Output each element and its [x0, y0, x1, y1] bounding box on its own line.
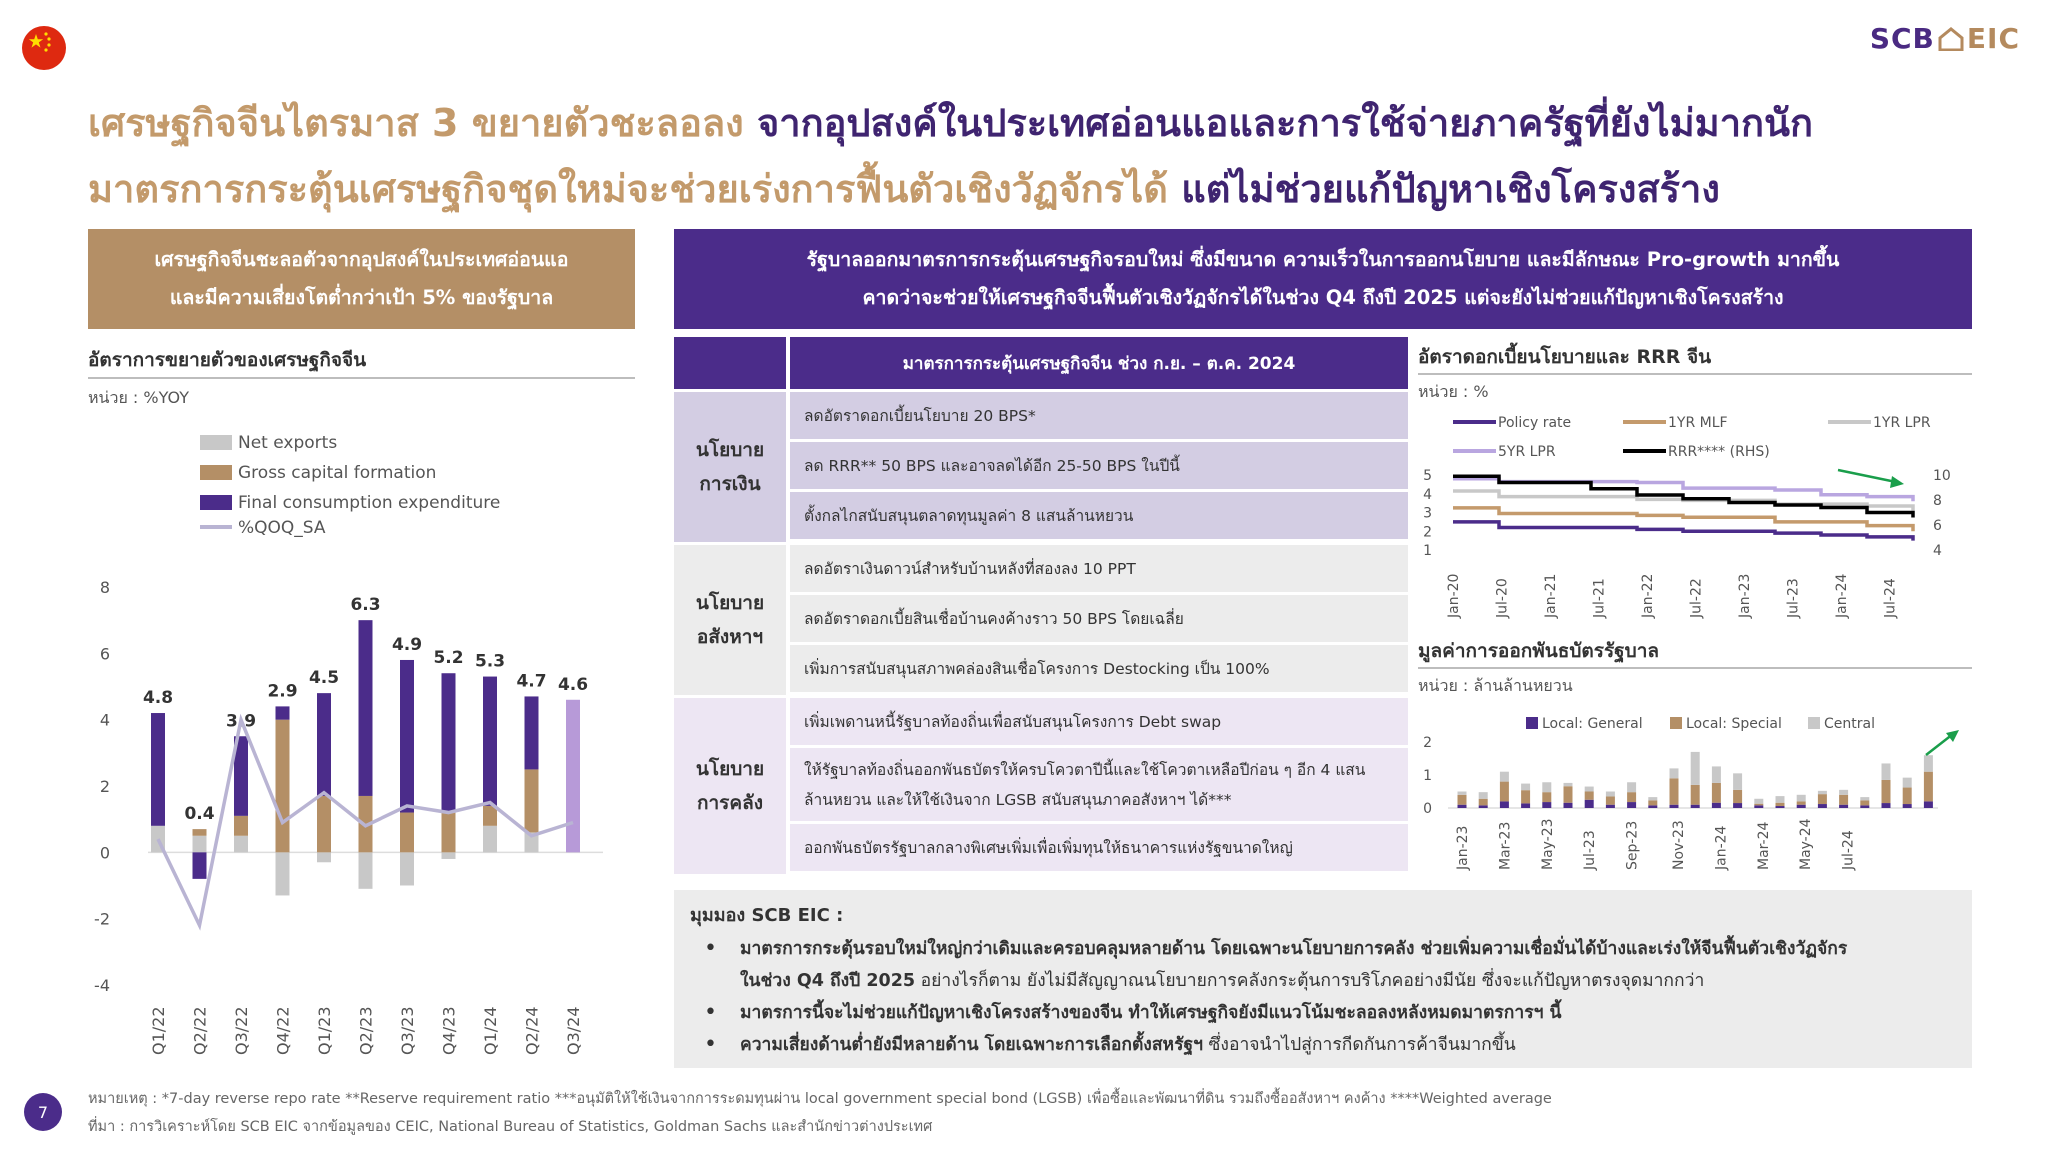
x-tick-label: Q2/23 [356, 1006, 376, 1055]
legend-label: Local: Special [1686, 716, 1782, 732]
bar-segment [317, 693, 331, 796]
bar-segment [1882, 803, 1891, 808]
x-tick-label: Jan-24 [1713, 825, 1730, 870]
y-tick-label: 6 [99, 644, 110, 664]
bar-segment [1564, 783, 1573, 786]
x-tick-label: Q1/23 [315, 1006, 334, 1055]
bar-segment [359, 620, 373, 796]
bar-segment [1564, 803, 1573, 808]
bar-segment [400, 852, 414, 885]
bar-segment [1458, 805, 1467, 808]
bar-segment [1691, 785, 1700, 805]
view-bullet-2 [690, 997, 1956, 1029]
legend-label: Net exports [238, 433, 338, 453]
x-tick-label: Sep-23 [1624, 820, 1641, 870]
fiscal-policy-group [674, 698, 1408, 874]
y-tick-label: -2 [94, 909, 110, 929]
y-tick-label-left: 3 [1423, 505, 1432, 522]
bar-segment [1903, 804, 1912, 808]
bar-segment [1648, 805, 1657, 808]
data-label: 3.9 [225, 711, 257, 732]
bar-segment [483, 826, 497, 853]
bar-segment [483, 677, 497, 806]
gdp-unit: หน่วย : %YOY [88, 388, 189, 407]
y-tick-label: 4 [99, 710, 110, 730]
bar-segment [1797, 805, 1806, 808]
bar-segment [1860, 800, 1869, 805]
bullet-1-line2-rest: อย่างไรก็ตาม ยังไม่มีสัญญาณนโยบายการคลังกระตุ้นการบริโภคอย่างมีนัย ซึ่งจะแก้ปัญหาตรงจุดมากกว่า [915, 971, 1705, 991]
data-label: 0.4 [184, 804, 215, 825]
bar-segment [1458, 792, 1467, 795]
legend-label: Gross capital formation [238, 463, 437, 483]
bar-segment [442, 813, 456, 853]
y-tick-label: 8 [99, 578, 110, 597]
bar-segment [442, 673, 456, 812]
y-tick-label-right: 4 [1933, 543, 1942, 559]
bar-segment [1564, 786, 1573, 803]
bar-segment [317, 796, 331, 852]
bar-segment [1542, 802, 1551, 808]
headline-1-gold: เศรษฐกิจจีนไตรมาส 3 ขยายตัวชะลอลง [88, 101, 744, 145]
trend-arrow-head [1946, 730, 1959, 742]
bar-segment [1670, 805, 1679, 808]
bar-segment [1606, 805, 1615, 808]
logo-scb: SCB [1869, 22, 1935, 55]
bar-segment [317, 852, 331, 862]
table-row: เพิ่มการสนับสนุนสภาพคล่องสินเชื่อโครงการ Destocking เป็น 100% [790, 645, 1408, 695]
y-tick-label: 0 [1423, 801, 1432, 817]
bar-segment [276, 706, 290, 719]
bar-segment [1627, 792, 1636, 802]
legend-swatch [1526, 717, 1538, 729]
bar-segment [1860, 805, 1869, 808]
bar-segment [276, 720, 290, 853]
bar-segment [193, 829, 207, 836]
y-tick-label: 1 [1423, 768, 1432, 784]
bar-segment [1627, 782, 1636, 792]
x-tick-label: Jul-22 [1688, 578, 1705, 618]
x-tick-label: Jul-23 [1785, 578, 1802, 618]
data-label: 4.7 [516, 671, 547, 692]
y-tick-label-right: 6 [1933, 518, 1942, 534]
bar-segment [1627, 802, 1636, 808]
data-label: 2.9 [267, 681, 298, 702]
legend-swatch [200, 465, 232, 480]
x-tick-label: Jan-22 [1640, 573, 1656, 618]
table-cell-line-1: ให้รัฐบาลท้องถิ่นออกพันธบัตรให้ครบโควตาปีนี้และใช้โควตาเหลือปีก่อน ๆ อีก 4 แสน [804, 760, 1366, 779]
bar-segment [1839, 805, 1848, 808]
bar-segment [1818, 804, 1827, 808]
bar-segment [1818, 794, 1827, 804]
bar-segment [400, 660, 414, 813]
x-tick-label: Q1/22 [149, 1006, 168, 1055]
y-tick-label-left: 4 [1423, 486, 1432, 503]
bar-segment [1776, 796, 1785, 803]
stimulus-summary-line-2: คาดว่าจะช่วยให้เศรษฐกิจจีนฟื้นตัวเชิงวัฏจักรได้ในช่วง Q4 ถึงปี 2025 แต่จะยังไม่ช่วยแก้ปัญหาเชิงโครงสร้าง [862, 286, 1784, 309]
legend-label: RRR**** (RHS) [1668, 444, 1770, 460]
bullet-1-bold: มาตรการกระตุ้นรอบใหม่ใหญ่กว่าเดิมและครอบคลุมหลายด้าน โดยเฉพาะนโยบายการคลัง ช่วยเพิ่มความเชื่อมั่นได้บ้างและเร่งให้จีนฟื้นตัวเชิงวัฏจักร [740, 939, 1848, 959]
bar-segment [1521, 790, 1530, 803]
bar-segment [1754, 799, 1763, 804]
headline-2-purple: แต่ไม่ช่วยแก้ปัญหาเชิงโครงสร้าง [1181, 167, 1720, 211]
footnote: หมายเหตุ : *7-day reverse repo rate **Reserve requirement ratio ***อนุมัติให้ใช้เงินจากการระดมทุนผ่าน local government special bond (LGSB) เพื่อซื้อและพัฒนาที่ดิน รวมถึงซื้ออสังหาฯ คงค้าง ****Weighted average [88, 1091, 1552, 1107]
x-tick-label: Q4/22 [273, 1006, 293, 1055]
legend-label: 1YR LPR [1873, 415, 1931, 431]
bar-segment [1458, 795, 1467, 805]
stimulus-summary-line-1: รัฐบาลออกมาตรการกระตุ้นเศรษฐกิจรอบใหม่ ซึ่งมีขนาด ความเร็วในการออกนโยบาย และมีลักษณะ Pro-growth มากขึ้น [806, 248, 1840, 271]
x-tick-label: Q3/23 [398, 1006, 417, 1055]
bar-segment [1797, 795, 1806, 802]
x-tick-label: Mar-23 [1497, 821, 1514, 870]
bar-segment [1839, 790, 1848, 795]
bar-segment [1585, 792, 1594, 800]
table-header-row [674, 337, 1408, 389]
x-tick-label: Jul-24 [1882, 578, 1899, 618]
view-bullet-3 [690, 1029, 1956, 1061]
bar-segment [1754, 805, 1763, 808]
x-tick-label: Jan-23 [1455, 825, 1471, 870]
x-tick-label: Q2/22 [190, 1006, 210, 1055]
category-line-1: นโยบาย [695, 439, 765, 461]
data-label: 6.3 [350, 595, 381, 616]
bar-segment [1712, 783, 1721, 803]
monetary-policy-group [674, 392, 1408, 542]
x-tick-label: Jan-21 [1543, 573, 1559, 618]
bar-segment [1500, 772, 1509, 782]
gdp-chart-title: อัตราการขยายตัวของเศรษฐกิจจีน [88, 349, 367, 371]
bar-segment [483, 806, 497, 826]
policy-title-rule [1418, 373, 1972, 375]
bar-segment [1691, 805, 1700, 808]
bond-title-rule [1418, 667, 1972, 669]
property-policy-label [674, 545, 786, 695]
y-tick-label-left: 5 [1423, 468, 1432, 484]
bar-segment [1648, 800, 1657, 805]
x-tick-label: Jan-24 [1834, 573, 1850, 618]
bar-segment [1521, 803, 1530, 808]
stimulus-summary-box [674, 229, 1972, 329]
category-line-2: การคลัง [696, 792, 763, 814]
bond-issuance-chart [1418, 700, 1978, 880]
bar-segment [1924, 755, 1933, 772]
category-line-2: อสังหาฯ [696, 626, 764, 648]
table-row [790, 748, 1408, 824]
legend-label: 5YR LPR [1498, 444, 1556, 460]
bar-segment [1500, 801, 1509, 808]
bar-segment [359, 852, 373, 888]
bar-segment [1606, 796, 1615, 804]
x-tick-label: Mar-24 [1755, 821, 1772, 870]
legend-swatch [1808, 717, 1820, 729]
bar-segment [1776, 803, 1785, 806]
x-tick-label: Jul-20 [1494, 578, 1511, 618]
table-row: ตั้งกลไกสนับสนุนตลาดทุนมูลค่า 8 แสนล้านหยวน [790, 492, 1408, 542]
legend-label: Policy rate [1498, 415, 1572, 431]
bar-segment [1860, 797, 1869, 800]
headline-line-2 [88, 158, 1720, 219]
y-tick-label: 2 [99, 777, 110, 796]
scb-eic-view-panel [674, 890, 1972, 1068]
x-tick-label: Jan-20 [1446, 573, 1462, 618]
y-tick-label-right: 10 [1933, 468, 1951, 484]
stimulus-measures-table [674, 337, 1408, 874]
policy-rate-chart [1418, 400, 1978, 625]
bar-segment [1606, 792, 1615, 797]
bullet-1-line2-bold: ในช่วง Q4 ถึงปี 2025 [740, 971, 916, 991]
bond-unit: หน่วย : ล้านล้านหยวน [1418, 676, 1573, 695]
legend-label: 1YR MLF [1668, 415, 1728, 431]
scb-eic-logo [1870, 22, 2020, 55]
legend-swatch [200, 495, 232, 510]
bar-segment [1521, 784, 1530, 791]
data-label: 4.8 [142, 688, 174, 709]
gdp-summary-line-1: เศรษฐกิจจีนชะลอตัวจากอุปสงค์ในประเทศอ่อนแอ [154, 248, 569, 271]
bar-segment [1479, 799, 1488, 806]
y-tick-label-left: 2 [1423, 524, 1432, 541]
x-tick-label: Q2/24 [522, 1006, 542, 1055]
bar-segment [1479, 805, 1488, 808]
data-label: 5.2 [433, 648, 464, 669]
bar-segment [1479, 792, 1488, 799]
bar-segment [1903, 778, 1912, 788]
bullet-2-bold: มาตรการนี้จะไม่ช่วยแก้ปัญหาเชิงโครงสร้างของจีน ทำให้เศรษฐกิจยังมีแนวโน้มชะลอลงหลังหมดมาตรการฯ นี้ [740, 1003, 1562, 1023]
x-tick-label: Q3/22 [232, 1006, 251, 1055]
legend-label: %QOQ_SA [238, 518, 326, 538]
x-tick-label: Jul-21 [1591, 578, 1608, 618]
y-tick-label-left: 1 [1423, 543, 1432, 559]
bullet-3-bold: ความเสี่ยงด้านต่ำยังมีหลายด้าน โดยเฉพาะการเลือกตั้งสหรัฐฯ [740, 1035, 1203, 1055]
bar-segment [1585, 800, 1594, 808]
data-label: 4.5 [308, 668, 340, 689]
bar-segment [1648, 797, 1657, 800]
headline-line-1 [88, 92, 1813, 153]
bar-segment [1839, 795, 1848, 805]
bar-segment [442, 852, 456, 859]
bar-segment [1776, 806, 1785, 808]
bar-segment [1818, 791, 1827, 794]
gdp-summary-box [88, 229, 635, 329]
category-line-1: นโยบาย [695, 592, 765, 614]
bar-segment [234, 836, 248, 853]
bar-segment [566, 700, 580, 853]
bar-segment [1882, 780, 1891, 803]
x-tick-label: May-24 [1798, 818, 1815, 870]
table-row: ลด RRR** 50 BPS และอาจลดได้อีก 25-50 BPS ในปีนี้ [790, 442, 1408, 492]
trend-arrow [1926, 734, 1953, 755]
bar-segment [1542, 782, 1551, 792]
table-row: ลดอัตราดอกเบี้ยสินเชื่อบ้านคงค้างราว 50 BPS โดยเฉลี่ย [790, 595, 1408, 645]
policy-rate-title: อัตราดอกเบี้ยนโยบายและ RRR จีน [1418, 346, 1712, 368]
bar-segment [1691, 752, 1700, 785]
bar-segment [1542, 792, 1551, 802]
bar-segment [1585, 787, 1594, 792]
y-tick-label: 2 [1423, 735, 1432, 751]
headline-1-purple: จากอุปสงค์ในประเทศอ่อนแอและการใช้จ่ายภาครัฐที่ยังไม่มากนัก [756, 101, 1814, 145]
bar-segment [1754, 804, 1763, 806]
table-row: ลดอัตราดอกเบี้ยนโยบาย 20 BPS* [790, 392, 1408, 442]
fiscal-policy-label [674, 698, 786, 874]
source-note: ที่มา : การวิเคราะห์โดย SCB EIC จากข้อมูลของ CEIC, National Bureau of Statistics, Goldman Sachs และสำนักข่าวต่างประเทศ [88, 1119, 933, 1135]
table-row: ออกพันธบัตรรัฐบาลกลางพิเศษเพิ่มเพื่อเพิ่มทุนให้ธนาคารแห่งรัฐขนาดใหญ่ [790, 824, 1408, 874]
bond-issuance-title: มูลค่าการออกพันธบัตรรัฐบาล [1418, 640, 1660, 662]
china-flag-icon [22, 26, 66, 70]
bar-segment [1924, 772, 1933, 802]
table-row: ลดอัตราเงินดาวน์สำหรับบ้านหลังที่สองลง 10 PPT [790, 545, 1408, 595]
x-tick-label: Jan-23 [1737, 573, 1753, 618]
bar-segment [1500, 782, 1509, 802]
series-line [1453, 522, 1913, 541]
trend-arrow-head [1890, 476, 1904, 488]
data-label: 4.9 [391, 634, 423, 655]
bar-segment [1733, 773, 1742, 790]
logo-eic: EIC [1966, 22, 2020, 55]
bar-segment [525, 696, 539, 769]
bar-segment [1733, 790, 1742, 803]
category-line-1: นโยบาย [695, 758, 765, 780]
bar-segment [1882, 763, 1891, 780]
y-tick-label-right: 8 [1933, 493, 1942, 509]
table-cell-line-2: ล้านหยวน และให้ใช้เงินจาก LGSB สนับสนุนภาคอสังหาฯ ได้*** [804, 790, 1232, 809]
bar-segment [1712, 766, 1721, 783]
y-tick-label: 0 [99, 843, 110, 863]
legend-swatch [200, 435, 232, 450]
bar-segment [151, 713, 165, 826]
x-tick-label: Jul-23 [1582, 830, 1599, 870]
table-header-corner [674, 337, 786, 389]
y-tick-label: -4 [94, 976, 110, 995]
x-tick-label: Jul-24 [1840, 830, 1857, 870]
gdp-growth-chart [88, 415, 648, 1065]
monetary-policy-label [674, 392, 786, 542]
gdp-title-rule [88, 377, 635, 379]
data-label: 5.3 [474, 651, 506, 672]
legend-label: Central [1824, 716, 1875, 732]
house-icon [1938, 27, 1964, 51]
bar-segment [1712, 803, 1721, 808]
bar-segment [234, 816, 248, 836]
bar-segment [1903, 788, 1912, 805]
bar-segment [400, 813, 414, 853]
bar-segment [525, 769, 539, 832]
bar-segment [1670, 778, 1679, 804]
bar-segment [1733, 803, 1742, 808]
bar-segment [1924, 801, 1933, 808]
table-header-title: มาตรการกระตุ้นเศรษฐกิจจีน ช่วง ก.ย. – ต.ค. 2024 [790, 337, 1408, 389]
legend-label: Local: General [1542, 716, 1643, 732]
view-title: มุมมอง SCB EIC : [690, 905, 844, 926]
bar-segment [193, 852, 207, 879]
data-label: 4.6 [557, 674, 589, 695]
gdp-summary-line-2: และมีความเสี่ยงโตต่ำกว่าเป้า 5% ของรัฐบาล [169, 286, 554, 309]
view-bullet-1 [690, 933, 1956, 997]
bar-segment [1670, 768, 1679, 778]
x-tick-label: Q4/23 [439, 1006, 459, 1055]
table-row: เพิ่มเพดานหนี้รัฐบาลท้องถิ่นเพื่อสนับสนุนโครงการ Debt swap [790, 698, 1408, 748]
bullet-3-rest: ซึ่งอาจนำไปสู่การกีดกันการค้าจีนมากขึ้น [1202, 1035, 1516, 1055]
bar-segment [193, 836, 207, 853]
x-tick-label: Q3/24 [564, 1006, 583, 1055]
category-line-2: การเงิน [699, 473, 761, 495]
x-tick-label: Nov-23 [1671, 820, 1687, 870]
legend-label: Final consumption expenditure [238, 493, 501, 513]
bar-segment [1797, 801, 1806, 804]
x-tick-label: Q1/24 [481, 1006, 500, 1055]
legend-swatch [1670, 717, 1682, 729]
bar-segment [276, 852, 290, 895]
trend-arrow [1838, 470, 1896, 482]
property-policy-group [674, 545, 1408, 695]
headline-2-gold: มาตรการกระตุ้นเศรษฐกิจชุดใหม่จะช่วยเร่งการฟื้นตัวเชิงวัฏจักรได้ [88, 167, 1168, 211]
policy-unit: หน่วย : % [1418, 382, 1489, 401]
x-tick-label: May-23 [1539, 818, 1556, 870]
page-number: 7 [24, 1093, 62, 1131]
